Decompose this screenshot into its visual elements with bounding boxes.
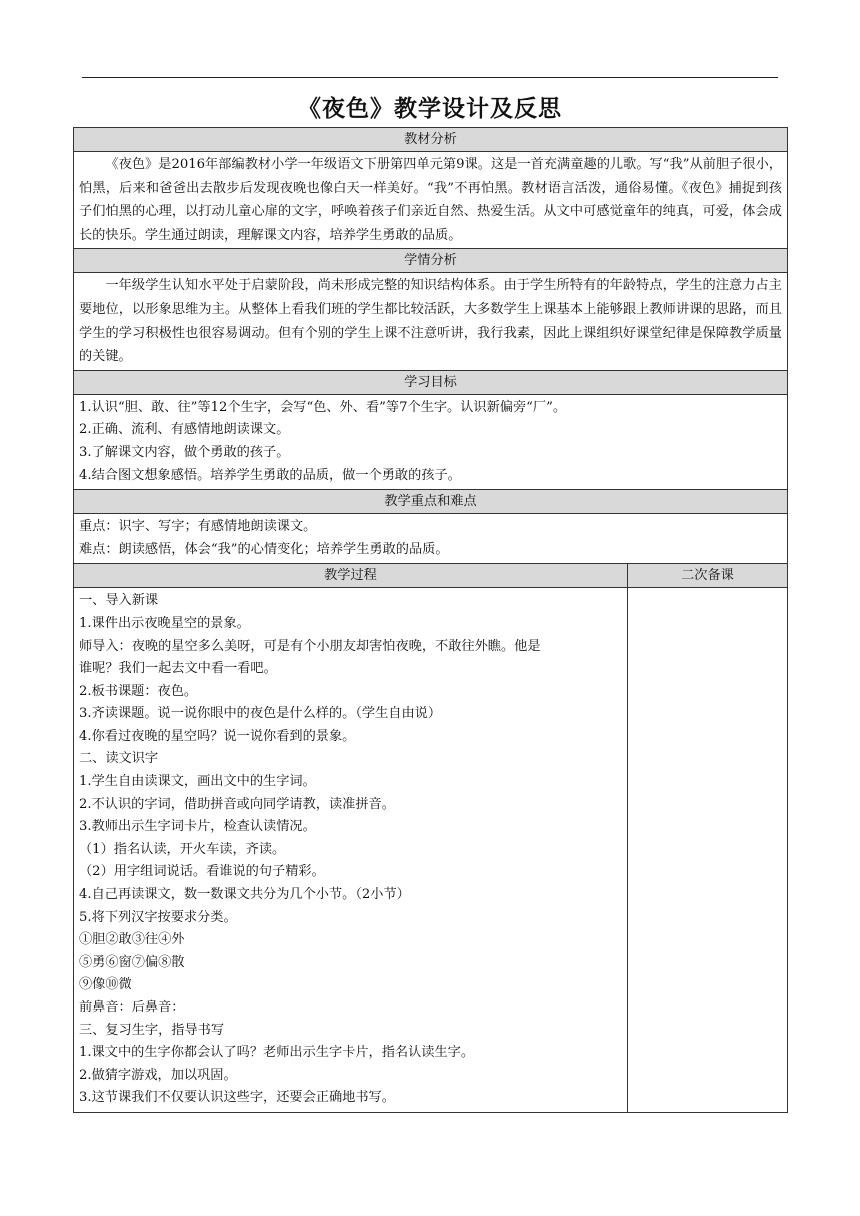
process-line: 3.这节课我们不仅要认识这些字，还要会正确地书写。 xyxy=(79,1090,395,1106)
teaching-process-header: 教学过程 xyxy=(74,564,628,588)
process-line: 4.自己再读课文，数一数课文共分为几个小节。（2小节） xyxy=(79,887,410,903)
process-line: ⑨像⑩微 xyxy=(79,977,132,993)
student-analysis-text: 一年级学生认知水平处于启蒙阶段，尚未形成完整的知识结构体系。由于学生所特有的年龄特点，学生的注意力占主要地位，以形象思维为主。从整体上看我们班的学生都比较活跃，大多数学生上课基本上能够跟上教师讲课的思路，而且学生的学习积极性也很容易调动。但有个别的学生上课不注意听讲，我行我素，因此上课组织好课堂纪律是保障教学质量的关键。 xyxy=(74,273,788,370)
second-preparation-header: 二次备课 xyxy=(628,564,788,588)
process-line: 3.齐读课题。说一说你眼中的夜色是什么样的。（学生自由说） xyxy=(79,706,442,722)
keypoint-item: 难点：朗读感悟，体会“我”的心情变化；培养学生勇敢的品质。 xyxy=(79,541,449,557)
material-analysis-header: 教材分析 xyxy=(74,128,788,152)
process-line: 2.板书课题：夜色。 xyxy=(79,683,198,699)
process-line: （2）用字组词说话。看谁说的句子精彩。 xyxy=(79,864,325,880)
process-line: ①胆②敢③往④外 xyxy=(79,932,185,948)
process-line: 1.课件出示夜晚星空的景象。 xyxy=(79,615,250,631)
keypoint-item: 重点：识字、写字；有感情地朗读课文。 xyxy=(79,519,317,535)
process-line: 师导入：夜晚的星空多么美呀，可是有个小朋友却害怕夜晚，不敢往外瞧。他是 xyxy=(79,638,541,654)
process-line: ⑤勇⑥窗⑦偏⑧散 xyxy=(79,954,185,970)
keypoints-list xyxy=(74,514,788,564)
process-line: 3.教师出示生字词卡片，检查认读情况。 xyxy=(79,819,316,835)
goal-item: 4.结合图文想象感悟。培养学生勇敢的品质，做一个勇敢的孩子。 xyxy=(79,467,461,483)
process-line: 2.做猜字游戏，加以巩固。 xyxy=(79,1067,237,1083)
learning-goals-list xyxy=(74,394,788,489)
second-preparation-cell xyxy=(628,588,788,1113)
goal-item: 1.认识“胆、敢、往”等12个生字，会写“色、外、看”等7个生字。认识新偏旁“厂”。 xyxy=(79,399,567,415)
document-title: 《夜色》教学设计及反思 xyxy=(298,96,562,122)
goal-item: 3.了解课文内容，做个勇敢的孩子。 xyxy=(79,444,290,460)
process-line: 2.不认识的字词，借助拼音或向同学请教，读准拼音。 xyxy=(79,796,395,812)
top-rule xyxy=(82,77,778,78)
process-line: 前鼻音：后鼻音： xyxy=(79,1000,185,1015)
process-line: 1.课文中的生字你都会认了吗？老师出示生字卡片，指名认读生字。 xyxy=(79,1045,475,1061)
lesson-plan-table xyxy=(73,127,788,1113)
process-line: 一、导入新课 xyxy=(79,593,159,609)
keypoints-header: 教学重点和难点 xyxy=(74,490,788,514)
process-line: 5.将下列汉字按要求分类。 xyxy=(79,909,237,925)
student-analysis-header: 学情分析 xyxy=(74,249,788,273)
learning-goals-header: 学习目标 xyxy=(74,370,788,394)
process-line: 三、复习生字，指导书写 xyxy=(79,1022,225,1038)
process-line: （1）指名认读，开火车读，齐读。 xyxy=(79,841,286,857)
process-line: 二、读文识字 xyxy=(79,751,159,767)
material-analysis-text: 《夜色》是2016年部编教材小学一年级语文下册第四单元第9课。这是一首充满童趣的儿歌。写“我”从前胆子很小，怕黑，后来和爸爸出去散步后发现夜晚也像白天一样美好。“我”不再怕黑。教材语言活泼，通俗易懂。《夜色》捕捉到孩子们怕黑的心理，以打动儿童心扉的文字，呼唤着孩子们亲近自然、热爱生活。从文中可感觉童年的纯真，可爱，体会成长的快乐。学生通过朗读，理解课文内容，培养学生勇敢的品质。 xyxy=(74,152,788,249)
process-line: 1.学生自由读课文，画出文中的生字词。 xyxy=(79,774,316,790)
goal-item: 2.正确、流利、有感情地朗读课文。 xyxy=(79,422,290,438)
teaching-process-body xyxy=(74,588,628,1113)
process-line: 谁呢？我们一起去文中看一看吧。 xyxy=(79,661,277,677)
process-line: 4.你看过夜晚的星空吗？说一说你看到的景象。 xyxy=(79,728,356,744)
